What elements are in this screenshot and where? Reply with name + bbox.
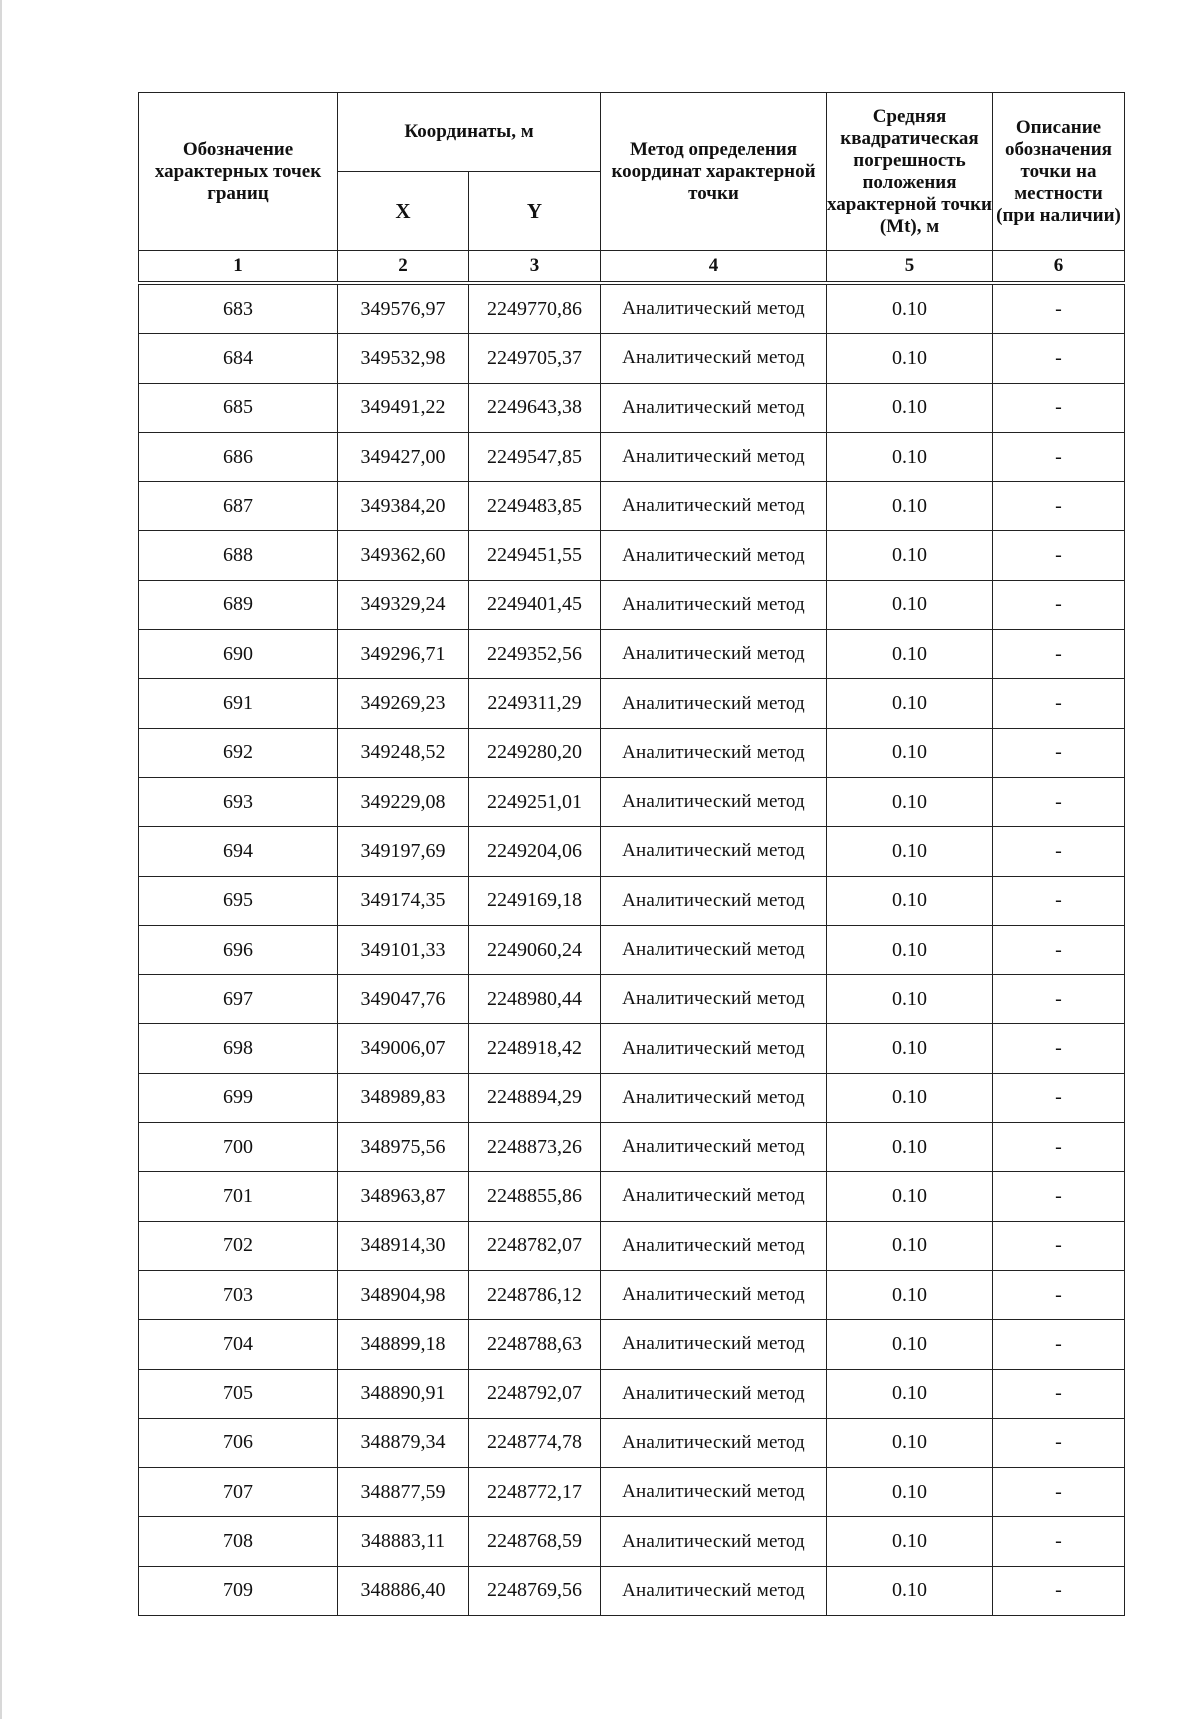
point-id-cell: 690: [139, 630, 338, 679]
table-row: [139, 383, 1125, 432]
table-body: [139, 283, 1125, 1616]
table-row: [139, 432, 1125, 481]
method-cell: Аналитический метод: [601, 580, 827, 629]
column-number-3: 3: [469, 251, 601, 284]
x-coordinate-cell: 348886,40: [338, 1566, 469, 1615]
table-row: [139, 1517, 1125, 1566]
description-cell: -: [993, 876, 1125, 925]
y-coordinate-cell: 2248769,56: [469, 1566, 601, 1615]
point-id-cell: 708: [139, 1517, 338, 1566]
method-cell: Аналитический метод: [601, 630, 827, 679]
point-id-cell: 686: [139, 432, 338, 481]
page-edge: [0, 0, 2, 1719]
y-coordinate-cell: 2248873,26: [469, 1123, 601, 1172]
y-coordinate-cell: 2249643,38: [469, 383, 601, 432]
method-cell: Аналитический метод: [601, 334, 827, 383]
point-id-cell: 706: [139, 1418, 338, 1467]
method-cell: Аналитический метод: [601, 679, 827, 728]
method-cell: Аналитический метод: [601, 1073, 827, 1122]
description-cell: -: [993, 777, 1125, 826]
point-id-cell: 702: [139, 1221, 338, 1270]
error-cell: 0.10: [827, 1024, 993, 1073]
description-cell: -: [993, 1024, 1125, 1073]
header-description: Описание обозначения точки на местности (при наличии): [993, 93, 1125, 251]
table-row: [139, 1123, 1125, 1172]
error-cell: 0.10: [827, 728, 993, 777]
table-row: [139, 1172, 1125, 1221]
error-cell: 0.10: [827, 1418, 993, 1467]
header-method: Метод определения координат характерной точки: [601, 93, 827, 251]
description-cell: -: [993, 925, 1125, 974]
x-coordinate-cell: 349174,35: [338, 876, 469, 925]
method-cell: Аналитический метод: [601, 925, 827, 974]
error-cell: 0.10: [827, 1566, 993, 1615]
method-cell: Аналитический метод: [601, 432, 827, 481]
table-row: [139, 777, 1125, 826]
y-coordinate-cell: 2248786,12: [469, 1270, 601, 1319]
x-coordinate-cell: 349491,22: [338, 383, 469, 432]
description-cell: -: [993, 630, 1125, 679]
y-coordinate-cell: 2248855,86: [469, 1172, 601, 1221]
method-cell: Аналитический метод: [601, 876, 827, 925]
column-number-4: 4: [601, 251, 827, 284]
x-coordinate-cell: 348877,59: [338, 1468, 469, 1517]
table-row: [139, 1221, 1125, 1270]
error-cell: 0.10: [827, 334, 993, 383]
point-id-cell: 704: [139, 1320, 338, 1369]
method-cell: Аналитический метод: [601, 827, 827, 876]
error-cell: 0.10: [827, 827, 993, 876]
header-mean-square-error: Средняя квадратическая погрешность положения характерной точки (Mt), м: [827, 93, 993, 251]
method-cell: Аналитический метод: [601, 1320, 827, 1369]
description-cell: -: [993, 1369, 1125, 1418]
point-id-cell: 684: [139, 334, 338, 383]
error-cell: 0.10: [827, 531, 993, 580]
method-cell: Аналитический метод: [601, 1468, 827, 1517]
x-coordinate-cell: 348899,18: [338, 1320, 469, 1369]
table-row: [139, 1320, 1125, 1369]
x-coordinate-cell: 349006,07: [338, 1024, 469, 1073]
y-coordinate-cell: 2249204,06: [469, 827, 601, 876]
point-id-cell: 693: [139, 777, 338, 826]
table-row: [139, 827, 1125, 876]
method-cell: Аналитический метод: [601, 1369, 827, 1418]
table-row: [139, 1270, 1125, 1319]
description-cell: -: [993, 1123, 1125, 1172]
method-cell: Аналитический метод: [601, 1172, 827, 1221]
point-id-cell: 689: [139, 580, 338, 629]
description-cell: -: [993, 1566, 1125, 1615]
error-cell: 0.10: [827, 432, 993, 481]
point-id-cell: 697: [139, 975, 338, 1024]
description-cell: -: [993, 1073, 1125, 1122]
error-cell: 0.10: [827, 283, 993, 334]
table-row: [139, 876, 1125, 925]
x-coordinate-cell: 349384,20: [338, 482, 469, 531]
y-coordinate-cell: 2249280,20: [469, 728, 601, 777]
table-row: [139, 630, 1125, 679]
table-row: [139, 1418, 1125, 1467]
description-cell: -: [993, 1221, 1125, 1270]
description-cell: -: [993, 432, 1125, 481]
point-id-cell: 700: [139, 1123, 338, 1172]
y-coordinate-cell: 2249451,55: [469, 531, 601, 580]
header-x: X: [338, 172, 469, 251]
error-cell: 0.10: [827, 1517, 993, 1566]
point-id-cell: 692: [139, 728, 338, 777]
x-coordinate-cell: 349197,69: [338, 827, 469, 876]
point-id-cell: 709: [139, 1566, 338, 1615]
y-coordinate-cell: 2249251,01: [469, 777, 601, 826]
table-row: [139, 580, 1125, 629]
error-cell: 0.10: [827, 876, 993, 925]
y-coordinate-cell: 2249705,37: [469, 334, 601, 383]
x-coordinate-cell: 349362,60: [338, 531, 469, 580]
error-cell: 0.10: [827, 580, 993, 629]
table-row: [139, 679, 1125, 728]
description-cell: -: [993, 728, 1125, 777]
error-cell: 0.10: [827, 1123, 993, 1172]
error-cell: 0.10: [827, 1369, 993, 1418]
table-row: [139, 531, 1125, 580]
error-cell: 0.10: [827, 975, 993, 1024]
x-coordinate-cell: 348904,98: [338, 1270, 469, 1319]
description-cell: -: [993, 827, 1125, 876]
method-cell: Аналитический метод: [601, 975, 827, 1024]
x-coordinate-cell: 349047,76: [338, 975, 469, 1024]
error-cell: 0.10: [827, 1221, 993, 1270]
method-cell: Аналитический метод: [601, 777, 827, 826]
point-id-cell: 695: [139, 876, 338, 925]
point-id-cell: 699: [139, 1073, 338, 1122]
method-cell: Аналитический метод: [601, 728, 827, 777]
method-cell: Аналитический метод: [601, 383, 827, 432]
method-cell: Аналитический метод: [601, 1123, 827, 1172]
x-coordinate-cell: 348883,11: [338, 1517, 469, 1566]
point-id-cell: 705: [139, 1369, 338, 1418]
error-cell: 0.10: [827, 1468, 993, 1517]
x-coordinate-cell: 349296,71: [338, 630, 469, 679]
y-coordinate-cell: 2248782,07: [469, 1221, 601, 1270]
table-row: [139, 334, 1125, 383]
description-cell: -: [993, 531, 1125, 580]
method-cell: Аналитический метод: [601, 1517, 827, 1566]
x-coordinate-cell: 349248,52: [338, 728, 469, 777]
y-coordinate-cell: 2249311,29: [469, 679, 601, 728]
method-cell: Аналитический метод: [601, 1270, 827, 1319]
description-cell: -: [993, 580, 1125, 629]
description-cell: -: [993, 283, 1125, 334]
y-coordinate-cell: 2249483,85: [469, 482, 601, 531]
y-coordinate-cell: 2249770,86: [469, 283, 601, 334]
column-number-1: 1: [139, 251, 338, 284]
header-point-designation: Обозначение характерных точек границ: [139, 93, 338, 251]
point-id-cell: 688: [139, 531, 338, 580]
error-cell: 0.10: [827, 925, 993, 974]
description-cell: -: [993, 383, 1125, 432]
description-cell: -: [993, 334, 1125, 383]
x-coordinate-cell: 349576,97: [338, 283, 469, 334]
x-coordinate-cell: 349229,08: [338, 777, 469, 826]
error-cell: 0.10: [827, 1320, 993, 1369]
method-cell: Аналитический метод: [601, 531, 827, 580]
table-row: [139, 1468, 1125, 1517]
table-header: [139, 93, 1125, 284]
description-cell: -: [993, 1320, 1125, 1369]
point-id-cell: 696: [139, 925, 338, 974]
y-coordinate-cell: 2248918,42: [469, 1024, 601, 1073]
y-coordinate-cell: 2249352,56: [469, 630, 601, 679]
table-row: [139, 728, 1125, 777]
point-id-cell: 701: [139, 1172, 338, 1221]
table-row: [139, 1024, 1125, 1073]
error-cell: 0.10: [827, 383, 993, 432]
method-cell: Аналитический метод: [601, 283, 827, 334]
y-coordinate-cell: 2249547,85: [469, 432, 601, 481]
error-cell: 0.10: [827, 1073, 993, 1122]
x-coordinate-cell: 349329,24: [338, 580, 469, 629]
point-id-cell: 685: [139, 383, 338, 432]
method-cell: Аналитический метод: [601, 482, 827, 531]
table-row: [139, 1566, 1125, 1615]
table-row: [139, 1369, 1125, 1418]
point-id-cell: 703: [139, 1270, 338, 1319]
point-id-cell: 698: [139, 1024, 338, 1073]
table-row: [139, 283, 1125, 334]
point-id-cell: 694: [139, 827, 338, 876]
x-coordinate-cell: 349101,33: [338, 925, 469, 974]
y-coordinate-cell: 2248772,17: [469, 1468, 601, 1517]
y-coordinate-cell: 2249401,45: [469, 580, 601, 629]
method-cell: Аналитический метод: [601, 1024, 827, 1073]
point-id-cell: 691: [139, 679, 338, 728]
error-cell: 0.10: [827, 1270, 993, 1319]
column-number-6: 6: [993, 251, 1125, 284]
y-coordinate-cell: 2248774,78: [469, 1418, 601, 1467]
table-row: [139, 925, 1125, 974]
point-id-cell: 683: [139, 283, 338, 334]
description-cell: -: [993, 1517, 1125, 1566]
column-number-5: 5: [827, 251, 993, 284]
x-coordinate-cell: 349269,23: [338, 679, 469, 728]
error-cell: 0.10: [827, 1172, 993, 1221]
y-coordinate-cell: 2248788,63: [469, 1320, 601, 1369]
table-row: [139, 975, 1125, 1024]
method-cell: Аналитический метод: [601, 1566, 827, 1615]
x-coordinate-cell: 348989,83: [338, 1073, 469, 1122]
method-cell: Аналитический метод: [601, 1221, 827, 1270]
boundary-points-table: [138, 92, 1125, 1616]
error-cell: 0.10: [827, 630, 993, 679]
x-coordinate-cell: 348879,34: [338, 1418, 469, 1467]
method-cell: Аналитический метод: [601, 1418, 827, 1467]
point-id-cell: 707: [139, 1468, 338, 1517]
error-cell: 0.10: [827, 777, 993, 826]
description-cell: -: [993, 679, 1125, 728]
column-number-2: 2: [338, 251, 469, 284]
x-coordinate-cell: 349532,98: [338, 334, 469, 383]
description-cell: -: [993, 482, 1125, 531]
error-cell: 0.10: [827, 679, 993, 728]
description-cell: -: [993, 1270, 1125, 1319]
y-coordinate-cell: 2248768,59: [469, 1517, 601, 1566]
y-coordinate-cell: 2248894,29: [469, 1073, 601, 1122]
description-cell: -: [993, 1172, 1125, 1221]
description-cell: -: [993, 1468, 1125, 1517]
description-cell: -: [993, 975, 1125, 1024]
error-cell: 0.10: [827, 482, 993, 531]
x-coordinate-cell: 348914,30: [338, 1221, 469, 1270]
header-coordinates: Координаты, м: [338, 93, 601, 172]
y-coordinate-cell: 2249169,18: [469, 876, 601, 925]
table-row: [139, 1073, 1125, 1122]
header-y: Y: [469, 172, 601, 251]
point-id-cell: 687: [139, 482, 338, 531]
x-coordinate-cell: 349427,00: [338, 432, 469, 481]
x-coordinate-cell: 348890,91: [338, 1369, 469, 1418]
x-coordinate-cell: 348975,56: [338, 1123, 469, 1172]
y-coordinate-cell: 2249060,24: [469, 925, 601, 974]
description-cell: -: [993, 1418, 1125, 1467]
x-coordinate-cell: 348963,87: [338, 1172, 469, 1221]
table-row: [139, 482, 1125, 531]
y-coordinate-cell: 2248792,07: [469, 1369, 601, 1418]
y-coordinate-cell: 2248980,44: [469, 975, 601, 1024]
